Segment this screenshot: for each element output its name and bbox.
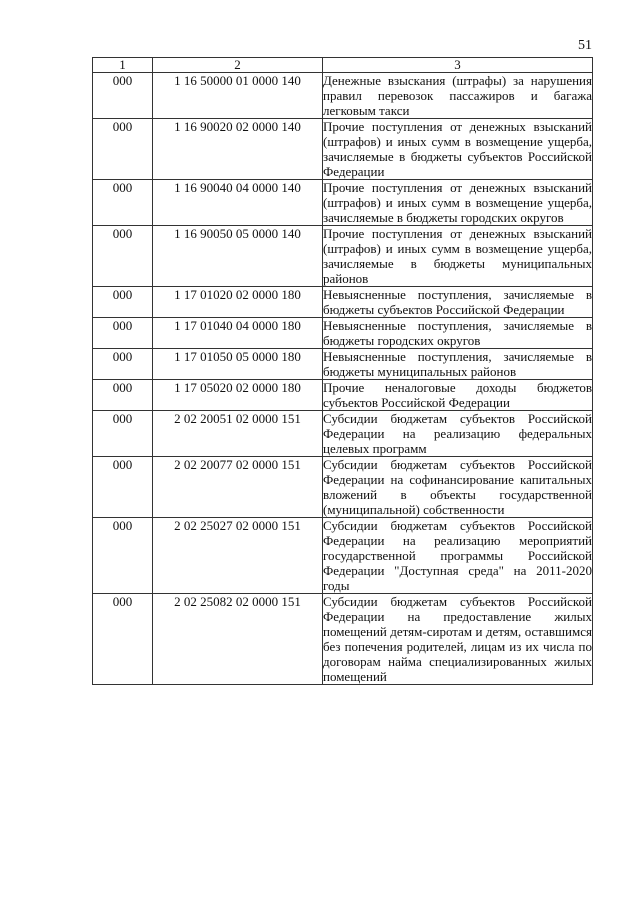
table-header (93, 58, 593, 73)
admin-code-cell: 000 (93, 180, 153, 226)
budget-code-cell: 2 02 20051 02 0000 151 (153, 411, 323, 457)
admin-code-cell: 000 (93, 380, 153, 411)
admin-code-cell: 000 (93, 457, 153, 518)
table-row (93, 411, 593, 457)
description-cell: Субсидии бюджетам субъектов Российской Федерации на софинансирование капитальных вложений в объекты государственной (муниципальной) собственности (323, 457, 592, 517)
table-body (93, 73, 593, 685)
description-cell: Прочие поступления от денежных взысканий (штрафов) и иных сумм в возмещение ущерба, зачисляемые в бюджеты городских округов (323, 180, 592, 225)
admin-code-cell: 000 (93, 318, 153, 349)
header-col-2: 2 (153, 58, 323, 73)
description-cell: Прочие поступления от денежных взысканий (штрафов) и иных сумм в возмещение ущерба, зачисляемые в бюджеты субъектов Российской Федерации (323, 119, 592, 179)
admin-code-cell: 000 (93, 349, 153, 380)
description-cell: Невыясненные поступления, зачисляемые в бюджеты субъектов Российской Федерации (323, 287, 592, 317)
budget-code-cell: 2 02 25082 02 0000 151 (153, 594, 323, 685)
budget-code-cell: 1 17 05020 02 0000 180 (153, 380, 323, 411)
description-cell: Прочие неналоговые доходы бюджетов субъектов Российской Федерации (323, 380, 592, 410)
table-row (93, 318, 593, 349)
budget-code-cell: 1 16 90020 02 0000 140 (153, 119, 323, 180)
header-col-3: 3 (323, 58, 593, 73)
description-cell: Субсидии бюджетам субъектов Российской Федерации на предоставление жилых помещений детям-сиротам и детям, оставшимся без попечения родителей, лицам из их числа по договорам найма специализированных жилых помещений (323, 594, 592, 684)
budget-code-cell: 2 02 25027 02 0000 151 (153, 518, 323, 594)
admin-code-cell: 000 (93, 518, 153, 594)
admin-code-cell: 000 (93, 287, 153, 318)
budget-code-cell: 2 02 20077 02 0000 151 (153, 457, 323, 518)
header-row (93, 58, 593, 73)
budget-code-cell: 1 16 50000 01 0000 140 (153, 73, 323, 119)
description-cell: Невыясненные поступления, зачисляемые в бюджеты городских округов (323, 318, 592, 348)
description-cell: Субсидии бюджетам субъектов Российской Федерации на реализацию федеральных целевых программ (323, 411, 592, 456)
admin-code-cell: 000 (93, 73, 153, 119)
table-row (93, 226, 593, 287)
admin-code-cell: 000 (93, 226, 153, 287)
table-row (93, 349, 593, 380)
admin-code-cell: 000 (93, 411, 153, 457)
table-row (93, 119, 593, 180)
description-cell: Денежные взыскания (штрафы) за нарушения правил перевозок пассажиров и багажа легковым такси (323, 73, 592, 118)
table-row (93, 287, 593, 318)
header-col-1: 1 (93, 58, 153, 73)
table-row (93, 380, 593, 411)
description-cell: Невыясненные поступления, зачисляемые в бюджеты муниципальных районов (323, 349, 592, 379)
table-row (93, 180, 593, 226)
description-cell: Субсидии бюджетам субъектов Российской Федерации на реализацию мероприятий государственной программы Российской Федерации "Доступная среда" на 2011-2020 годы (323, 518, 592, 593)
page-number: 51 (578, 38, 592, 53)
budget-code-cell: 1 17 01050 05 0000 180 (153, 349, 323, 380)
table-row (93, 518, 593, 594)
table-row (93, 457, 593, 518)
admin-code-cell: 000 (93, 119, 153, 180)
description-cell: Прочие поступления от денежных взысканий (штрафов) и иных сумм в возмещение ущерба, зачисляемые в бюджеты муниципальных районов (323, 226, 592, 286)
budget-code-cell: 1 17 01040 04 0000 180 (153, 318, 323, 349)
budget-code-cell: 1 17 01020 02 0000 180 (153, 287, 323, 318)
revenue-codes-table (92, 57, 593, 685)
table-row (93, 73, 593, 119)
table-row (93, 594, 593, 685)
admin-code-cell: 000 (93, 594, 153, 685)
budget-code-cell: 1 16 90050 05 0000 140 (153, 226, 323, 287)
budget-code-cell: 1 16 90040 04 0000 140 (153, 180, 323, 226)
